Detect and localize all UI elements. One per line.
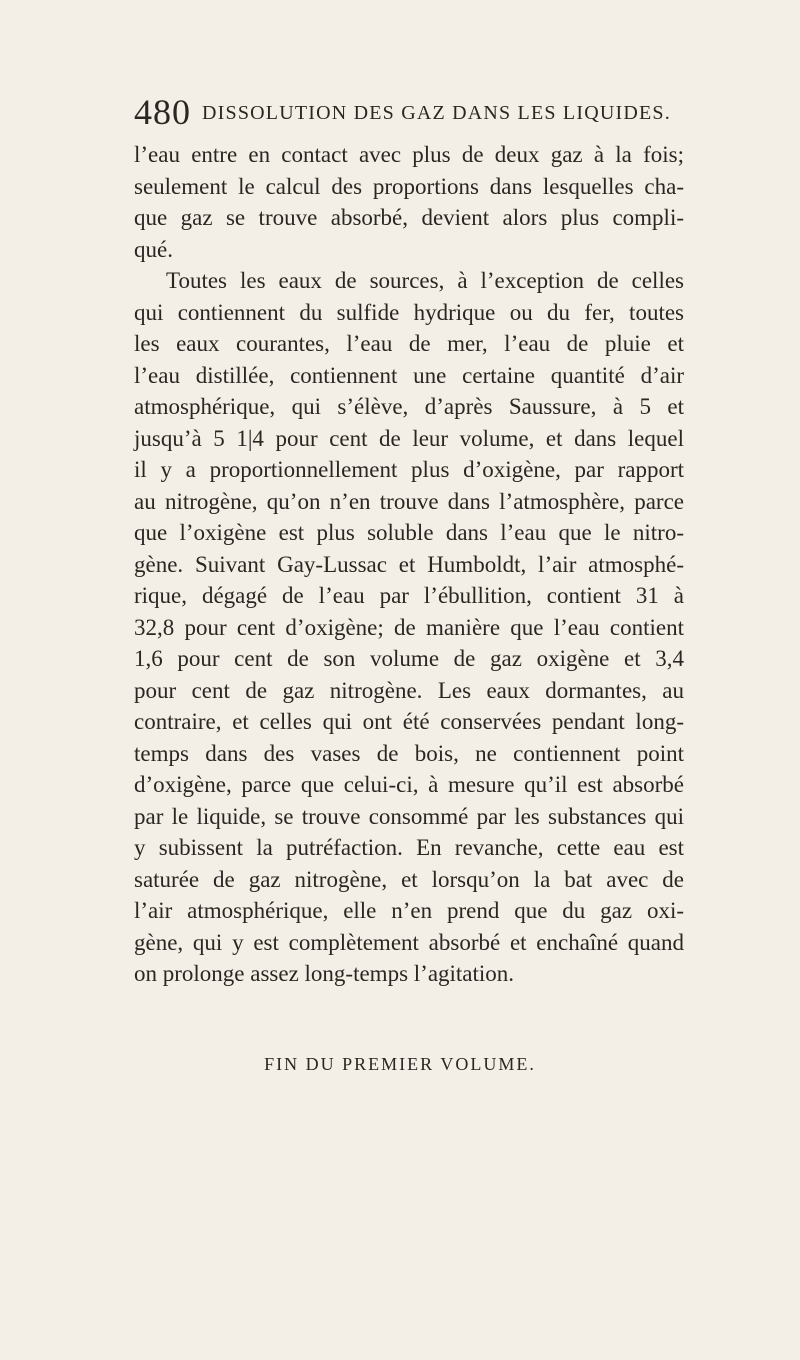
text-line: gène. Suivant Gay-Lussac et Humboldt, l’air atmosphé- <box>134 551 684 577</box>
text-line: l’eau entre en contact avec plus de deux gaz à la fois; <box>134 142 684 167</box>
text-line: l’air atmosphérique, elle n’en prend que du gaz oxi- <box>134 898 684 923</box>
text-line: saturée de gaz nitrogène, et lorsqu’on la bat avec de <box>134 866 684 892</box>
text-line: Toutes les eaux de sources, à l’exception de celles <box>166 268 684 293</box>
text-line: qué. <box>134 236 173 262</box>
text-line: contraire, et celles qui ont été conservées pendant long- <box>134 709 684 734</box>
text-line: rique, dégagé de l’eau par l’ébullition, contient 31 à <box>134 583 684 608</box>
text-line: 32,8 pour cent d’oxigène; de manière que l’eau contient <box>134 614 684 640</box>
text-line: que l’oxigène est plus soluble dans l’eau que le nitro- <box>134 520 684 545</box>
running-title: DISSOLUTION DES GAZ DANS LES LIQUIDES. <box>202 102 671 124</box>
text-line: y subissent la putréfaction. En revanche, cette eau est <box>134 835 684 860</box>
page-number: 480 <box>134 92 191 132</box>
text-line: pour cent de gaz nitrogène. Les eaux dormantes, au <box>134 677 684 703</box>
text-line: que gaz se trouve absorbé, devient alors plus compli- <box>134 205 684 230</box>
end-of-volume-note: FIN DU PREMIER VOLUME. <box>264 1054 536 1074</box>
text-line: l’eau distillée, contiennent une certaine quantité d’air <box>134 362 684 388</box>
text-line: gène, qui y est complètement absorbé et enchaîné quand <box>134 929 684 955</box>
text-line: on prolonge assez long-temps l’agitation. <box>134 961 515 986</box>
text-line: par le liquide, se trouve consommé par les substances qui <box>134 803 684 829</box>
text-line: il y a proportionnellement plus d’oxigène, par rapport <box>134 457 684 482</box>
running-head <box>134 92 694 132</box>
text-line: qui contiennent du sulfide hydrique ou du fer, toutes <box>134 299 684 325</box>
body-text <box>134 139 684 990</box>
text-line: les eaux courantes, l’eau de mer, l’eau de pluie et <box>134 331 684 356</box>
text-line: au nitrogène, qu’on n’en trouve dans l’atmosphère, parce <box>134 488 684 514</box>
text-line: d’oxigène, parce que celui-ci, à mesure qu’il est absorbé <box>134 772 684 797</box>
text-line: 1,6 pour cent de son volume de gaz oxigène et 3,4 <box>134 646 684 671</box>
text-line: seulement le calcul des proportions dans lesquelles cha- <box>134 173 684 199</box>
text-line: atmosphérique, qui s’élève, d’après Saussure, à 5 et <box>134 394 684 419</box>
text-line: temps dans des vases de bois, ne contiennent point <box>134 740 684 766</box>
text-line: jusqu’à 5 1|4 pour cent de leur volume, et dans lequel <box>134 425 684 451</box>
